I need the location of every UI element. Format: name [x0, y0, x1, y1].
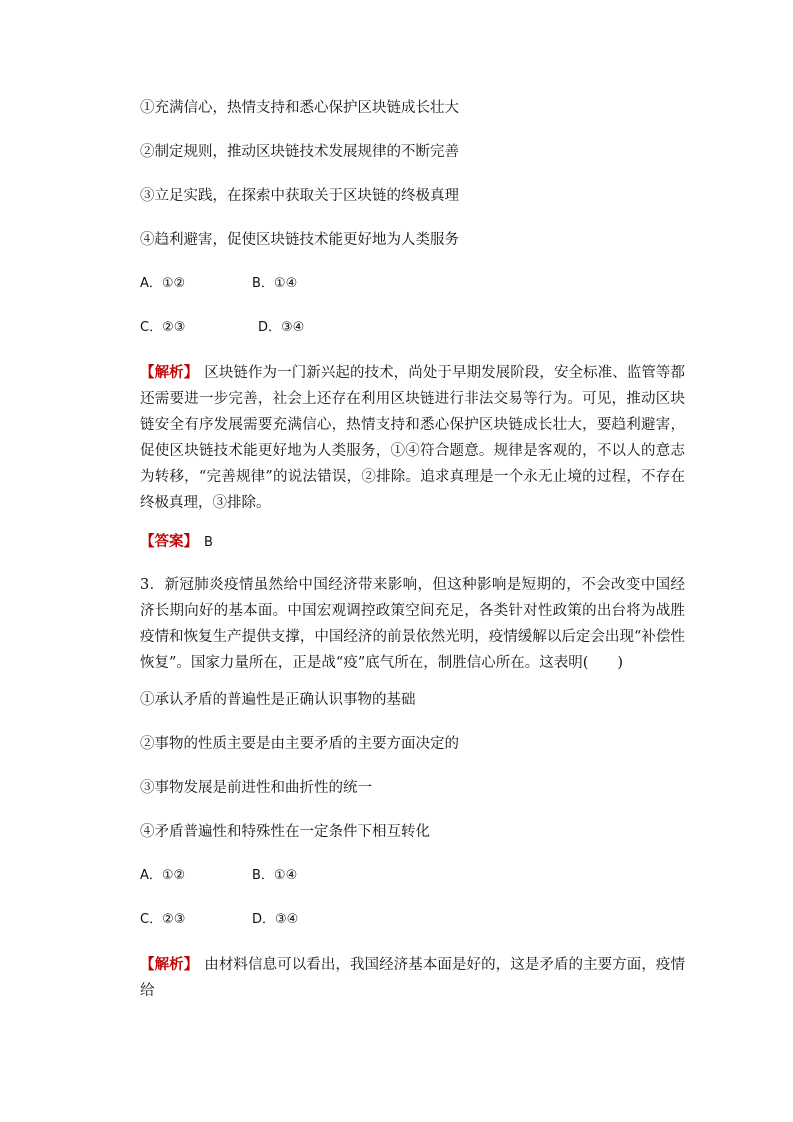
q2-answer — [140, 532, 685, 552]
analysis-tag: 【解析】 — [140, 956, 199, 973]
q2-analysis-text: 区块链作为一门新兴起的技术，尚处于早期发展阶段，安全标准、监管等都还需要进一步完善，社会上还存在利用区块链进行非法交易等行为。可见，推动区块链安全有序发展需要充满信心，热情支持和悉心保护区块链成长壮大，要趋利避害，促使区块链技术能更好地为人类服务，①④符合题意。规律是客观的，不以人的意志为转移，“完善规律”的说法错误，②排除。追求真理是一个永无止境的过程，不存在终极真理，③排除。 — [140, 365, 686, 511]
q3-stem: 3．新冠肺炎疫情虽然给中国经济带来影响，但这种影响是短期的，不会改变中国经济长期向好的基本面。中国宏观调控政策空间充足，各类针对性政策的出台将为战胜疫情和恢复生产提供支撑，中国经济的前景依然光明，疫情缓解以后定会出现“补偿性恢复”。国家力量所在，正是战“疫”底气所在，制胜信心所在。这表明( ) — [140, 577, 685, 671]
q2-option-2: ②制定规则，推动区块链技术发展规律的不断完善 — [140, 144, 459, 160]
answer-tag: 【答案】 — [140, 533, 198, 550]
q3-option-4: ④矛盾普遍性和特殊性在一定条件下相互转化 — [140, 824, 430, 840]
q3-choice-a: A．①② — [140, 868, 186, 883]
document-content — [140, 98, 685, 1004]
q2-option-4: ④趋利避害，促使区块链技术能更好地为人类服务 — [140, 232, 459, 248]
q2-answer-value: B — [204, 535, 213, 550]
q2-choice-a: A．①② — [140, 276, 186, 291]
q3-option-3: ③事物发展是前进性和曲折性的统一 — [140, 780, 372, 796]
q3-option-2: ②事物的性质主要是由主要矛盾的主要方面决定的 — [140, 736, 459, 752]
q2-choice-b: B．①④ — [252, 276, 298, 291]
q3-analysis — [140, 952, 685, 1004]
q2-choice-c: C．②③ — [140, 320, 186, 335]
q3-choice-d: D．③④ — [252, 912, 299, 927]
q3-choices-row-1 — [140, 866, 685, 886]
analysis-tag: 【解析】 — [140, 364, 199, 381]
q2-option-3: ③立足实践，在探索中获取关于区块链的终极真理 — [140, 188, 459, 204]
q2-option-1: ①充满信心，热情支持和悉心保护区块链成长壮大 — [140, 100, 459, 116]
q3-choice-b: B．①④ — [252, 868, 298, 883]
q3-option-1: ①承认矛盾的普遍性是正确认识事物的基础 — [140, 692, 416, 708]
q2-choices-row-2 — [140, 318, 685, 338]
q2-choices-row-1 — [140, 274, 685, 294]
q3-choice-c: C．②③ — [140, 912, 186, 927]
q3-analysis-text: 由材料信息可以看出，我国经济基本面是好的，这是矛盾的主要方面，疫情给 — [140, 957, 686, 999]
q2-choice-d: D．③④ — [258, 320, 305, 335]
q2-analysis — [140, 360, 685, 516]
q3-choices-row-2 — [140, 910, 685, 930]
